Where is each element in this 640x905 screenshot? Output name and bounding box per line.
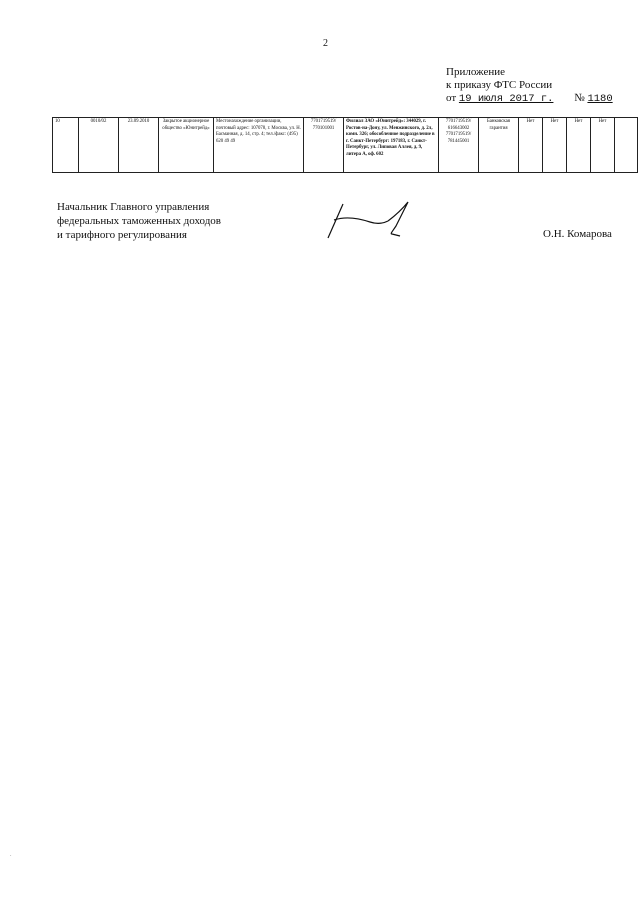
appendix-header [446, 66, 613, 106]
flag-d: Нет [591, 118, 615, 173]
guarantee-type: Банковская гарантия [479, 118, 519, 173]
table-row [53, 118, 638, 173]
number-prefix: № [574, 92, 585, 104]
flag-e [615, 118, 638, 173]
page-number: 2 [323, 38, 328, 49]
reg-number: 0010/02 [79, 118, 119, 173]
date-prefix: от [446, 92, 457, 104]
flag-b: Нет [543, 118, 567, 173]
signature-image [322, 196, 420, 240]
branches: Филиал ЗАО «Юнитрейд»: 344029, г. Ростов-на-Дону, ул. Менжинского, д. 2л, комн. 326; обособленное подразделение в г. Санкт-Петербург: 197183, г. Санкт-Петербург, ул. Липовая Аллея, д. 9, литера А, оф. 602 [344, 118, 439, 173]
order-date: 19 июля 2017 г. [458, 93, 554, 105]
order-number: 1180 [587, 93, 613, 105]
signoff-block [57, 200, 221, 242]
organization-address: Местонахождение организации, почтовый адрес: 107078, г. Москва, ул. Н. Басманная, д. 14, стр. 4; тел./факс: (495) 620 49 49 [214, 118, 304, 173]
margin-mark: . [10, 852, 12, 858]
appendix-title: Приложение [446, 66, 506, 78]
signer-name: О.Н. Комарова [543, 228, 612, 240]
signoff-line-1: Начальник Главного управления [57, 201, 210, 213]
flag-a: Нет [519, 118, 543, 173]
inn-kpp: 7701719519/ 770101001 [304, 118, 344, 173]
appendix-order-ref: к приказу ФТС России [446, 79, 553, 91]
signoff-line-3: и тарифного регулирования [57, 229, 187, 241]
registry-table [52, 117, 638, 173]
row-index: 10 [53, 118, 79, 173]
branch-inn-kpp: 7701719519/ 616643002 7701719519/ 781445001 [439, 118, 479, 173]
appendix-date-line [446, 92, 613, 106]
signoff-line-2: федеральных таможенных доходов [57, 215, 221, 227]
reg-date: 23.09.2010 [119, 118, 159, 173]
flag-c: Нет [567, 118, 591, 173]
organization-name: Закрытое акционерное общество «Юнитрейд» [159, 118, 214, 173]
